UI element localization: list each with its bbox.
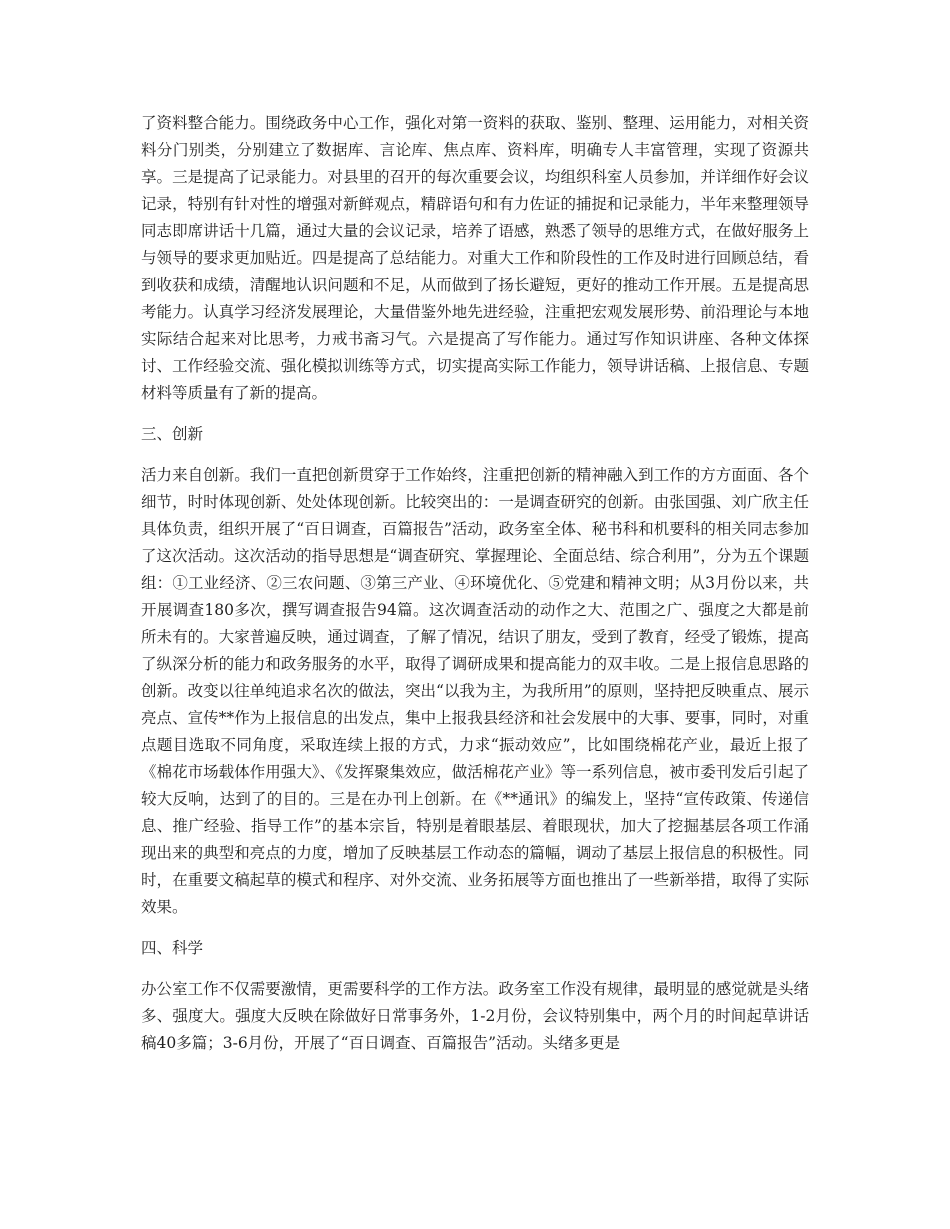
section-heading-science: 四、科学 [141,939,204,957]
document-body [141,110,809,1057]
paragraph-science: 办公室工作不仅需要激情，更需要科学的工作方法。政务室工作没有规律，最明显的感觉就是头绪多、强度大。强度大反映在除做好日常事务外，1-2月份，会议特别集中，两个月的时间起草讲话稿40多篇；3-6月份，开展了“百日调查、百篇报告”活动。头绪多更是 [141,980,809,1052]
section-heading-innovation: 三、创新 [141,425,204,443]
paragraph-capability-summary: 了资料整合能力。围绕政务中心工作，强化对第一资料的获取、鉴别、整理、运用能力，对相关资料分门别类，分别建立了数据库、言论库、焦点库、资料库，明确专人丰富管理，实现了资源共享。三是提高了记录能力。对县里的召开的每次重要会议，均组织科室人员参加，并详细作好会议记录，特别有针对性的增强对新鲜观点，精辟语句和有力佐证的捕捉和记录能力，半年来整理领导同志即席讲话十几篇，通过大量的会议记录，培养了语感，熟悉了领导的思维方式，在做好服务上与领导的要求更加贴近。四是提高了总结能力。对重大工作和阶段性的工作及时进行回顾总结，看到收获和成绩，清醒地认识问题和不足，从而做到了扬长避短，更好的推动工作开展。五是提高思考能力。认真学习经济发展理论，大量借鉴外地先进经验，注重把宏观发展形势、前沿理论与本地实际结合起来对比思考，力戒书斋习气。六是提高了写作能力。通过写作知识讲座、各种文体探讨、工作经验交流、强化模拟训练等方式，切实提高实际工作能力，领导讲话稿、上报信息、专题材料等质量有了新的提高。 [141,114,809,402]
paragraph-innovation: 活力来自创新。我们一直把创新贯穿于工作始终，注重把创新的精神融入到工作的方方面面、各个细节，时时体现创新、处处体现创新。比较突出的：一是调查研究的创新。由张国强、刘广欣主任具体负责，组织开展了“百日调查，百篇报告”活动，政务室全体、秘书科和机要科的相关同志参加了这次活动。这次活动的指导思想是“调查研究、掌握理论、全面总结、综合利用”，分为五个课题组：①工业经济、②三农问题、③第三产业、④环境优化、⑤党建和精神文明；从3月份以来，共开展调查180多次，撰写调查报告94篇。这次调查活动的动作之大、范围之广、强度之大都是前所未有的。大家普遍反映，通过调查，了解了情况，结识了朋友，受到了教育，经受了锻炼，提高了纵深分析的能力和政务服务的水平，取得了调研成果和提高能力的双丰收。二是上报信息思路的创新。改变以往单纯追求名次的做法，突出“以我为主，为我所用”的原则，坚持把反映重点、展示亮点、宣传**作为上报信息的出发点，集中上报我县经济和社会发展中的大事、要事，同时，对重点题目选取不同角度，采取连续上报的方式，力求“振动效应”，比如围绕棉花产业，最近上报了《棉花市场载体作用强大》、《发挥聚集效应，做活棉花产业》等一系列信息，被市委刊发后引起了较大反响，达到了的目的。三是在办刊上创新。在《**通讯》的编发上，坚持“宣传政策、传递信息、推广经验、指导工作”的基本宗旨，特别是着眼基层、着眼现状，加大了挖掘基层各项工作涌现出来的典型和亮点的力度，增加了反映基层工作动态的篇幅，调动了基层上报信息的积极性。同时，在重要文稿起草的模式和程序、对外交流、业务拓展等方面也推出了一些新举措，取得了实际效果。 [141,466,809,916]
